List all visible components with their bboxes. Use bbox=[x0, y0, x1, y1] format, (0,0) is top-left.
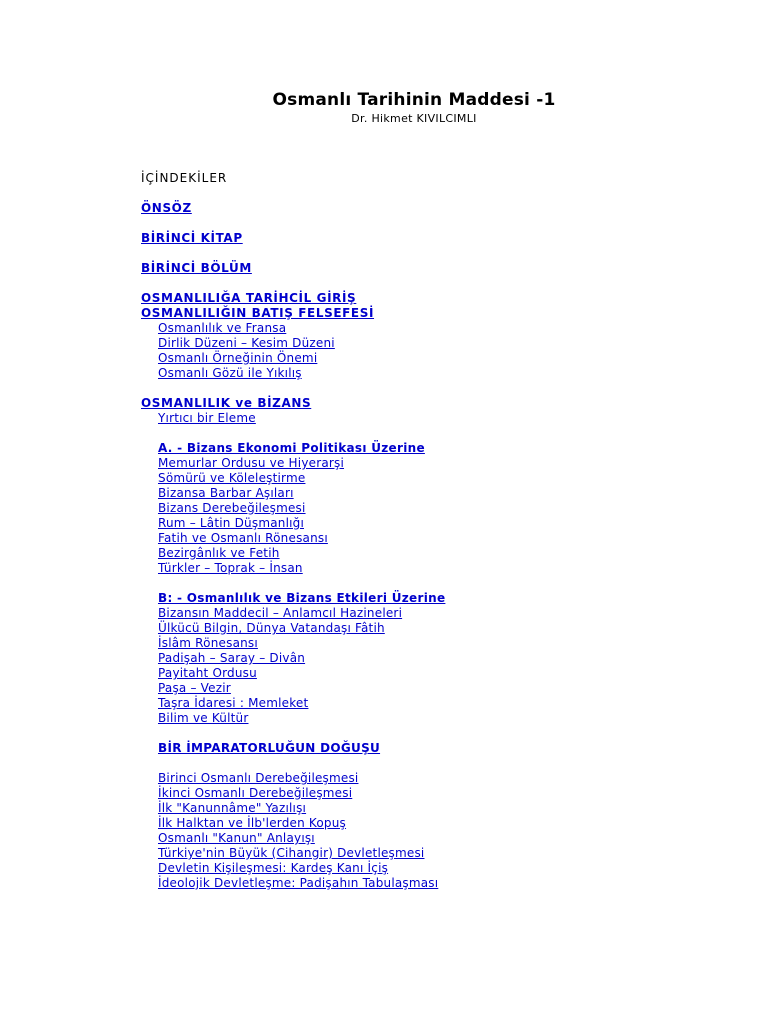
toc-link-onsoz[interactable]: ÖNSÖZ bbox=[141, 201, 192, 215]
toc-item[interactable]: Birinci Osmanlı Derebeğileşmesi bbox=[158, 771, 359, 785]
toc-item[interactable]: İslâm Rönesansı bbox=[158, 636, 258, 650]
table-of-contents bbox=[141, 171, 445, 891]
toc-link-birinci-kitap[interactable]: BİRİNCİ KİTAP bbox=[141, 231, 243, 245]
toc-item[interactable]: İlk "Kanunnâme" Yazılışı bbox=[158, 801, 307, 815]
toc-item[interactable]: İkinci Osmanlı Derebeğileşmesi bbox=[158, 786, 353, 800]
toc-item[interactable]: İdeolojik Devletleşme: Padişahın Tabulaşması bbox=[158, 876, 439, 890]
toc-item[interactable]: Bizansın Maddecil – Anlamcıl Hazineleri bbox=[158, 606, 403, 620]
toc-item[interactable]: Paşa – Vezir bbox=[158, 681, 231, 695]
toc-link-section-a[interactable]: A. - Bizans Ekonomi Politikası Üzerine bbox=[158, 441, 425, 455]
toc-item[interactable]: İlk Halktan ve İlb'lerden Kopuş bbox=[158, 816, 347, 830]
toc-item[interactable]: Dirlik Düzeni – Kesim Düzeni bbox=[158, 336, 335, 350]
toc-item[interactable]: Osmanlı Örneğinin Önemi bbox=[158, 351, 318, 365]
toc-item[interactable]: Yırtıcı bir Eleme bbox=[158, 411, 256, 425]
toc-heading: İÇİNDEKİLER bbox=[141, 171, 228, 185]
toc-item[interactable]: Devletin Kişileşmesi: Kardeş Kanı İçiş bbox=[158, 861, 389, 875]
toc-item[interactable]: Bizans Derebeğileşmesi bbox=[158, 501, 306, 515]
toc-item[interactable]: Sömürü ve Köleleştirme bbox=[158, 471, 306, 485]
toc-item[interactable]: Taşra İdaresi : Memleket bbox=[158, 696, 309, 710]
toc-item[interactable]: Fatih ve Osmanlı Rönesansı bbox=[158, 531, 328, 545]
document-title: Osmanlı Tarihinin Maddesi -1 bbox=[272, 90, 556, 110]
toc-link-birinci-bolum[interactable]: BİRİNCİ BÖLÜM bbox=[141, 261, 252, 275]
toc-item[interactable]: Bezirgânlık ve Fetih bbox=[158, 546, 280, 560]
toc-item[interactable]: Payitaht Ordusu bbox=[158, 666, 257, 680]
toc-item[interactable]: Türkiye'nin Büyük (Cihangir) Devletleşmesi bbox=[158, 846, 425, 860]
toc-item[interactable]: Osmanlı "Kanun" Anlayışı bbox=[158, 831, 315, 845]
author-line: Dr. Hikmet KIVILCIMLI bbox=[351, 112, 477, 125]
toc-item[interactable]: Türkler – Toprak – İnsan bbox=[158, 561, 303, 575]
toc-link-osmanlilik-ve-bizans[interactable]: OSMANLILIK ve BİZANS bbox=[141, 396, 312, 410]
toc-item[interactable]: Memurlar Ordusu ve Hiyerarşi bbox=[158, 456, 345, 470]
toc-link-osmanliliga-tarihcil-giris[interactable]: OSMANLILIĞA TARİHCİL GİRİŞ bbox=[141, 291, 357, 305]
toc-link-bir-imparatorlugun-dogusu[interactable]: BİR İMPARATORLUĞUN DOĞUŞU bbox=[158, 741, 381, 755]
toc-item[interactable]: Padişah – Saray – Divân bbox=[158, 651, 306, 665]
toc-item[interactable]: Bilim ve Kültür bbox=[158, 711, 249, 725]
toc-link-section-b[interactable]: B: - Osmanlılık ve Bizans Etkileri Üzerine bbox=[158, 591, 446, 605]
toc-item[interactable]: Bizansa Barbar Aşıları bbox=[158, 486, 294, 500]
toc-item[interactable]: Osmanlı Gözü ile Yıkılış bbox=[158, 366, 302, 380]
toc-item[interactable]: Ülkücü Bilgin, Dünya Vatandaşı Fâtih bbox=[158, 621, 385, 635]
toc-item[interactable]: Osmanlılık ve Fransa bbox=[158, 321, 287, 335]
toc-item[interactable]: Rum – Lâtin Düşmanlığı bbox=[158, 516, 304, 530]
toc-link-osmanliligin-batis-felsefesi[interactable]: OSMANLILIĞIN BATIŞ FELSEFESİ bbox=[141, 306, 375, 320]
